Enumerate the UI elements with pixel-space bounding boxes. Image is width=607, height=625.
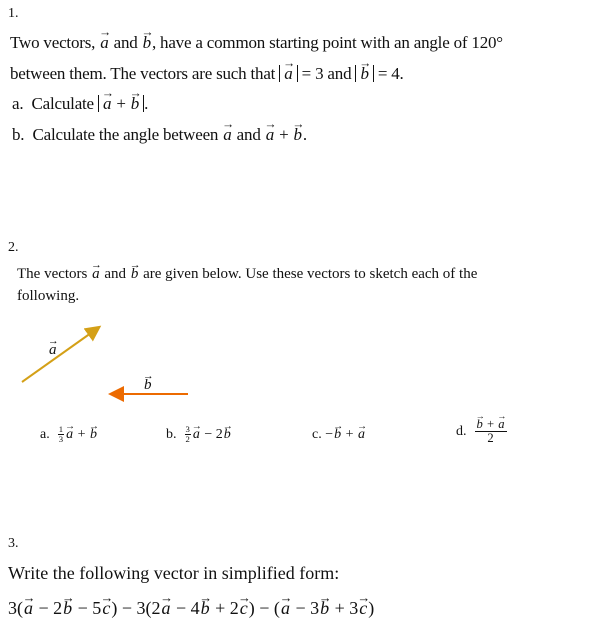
vector-a: a →: [222, 125, 232, 145]
vector-a: a →: [283, 65, 293, 82]
vector-a: a →: [48, 342, 58, 359]
magnitude-b: [355, 65, 373, 82]
option-label: c.: [312, 427, 322, 442]
vector-a: a →: [91, 266, 101, 283]
vector-a: a →: [280, 598, 291, 619]
vector-b: b →: [333, 427, 342, 443]
option-label: d.: [456, 423, 467, 439]
expr-part: − 3: [295, 598, 320, 618]
vector-a-arrow: [22, 328, 98, 382]
expr-part: ): [368, 598, 375, 618]
vector-b: b →: [293, 125, 303, 145]
vector-a: a →: [357, 427, 366, 443]
q2-option-b: [166, 425, 232, 444]
vector-b-label: [143, 377, 153, 394]
q1-text: , have a common starting point with an angle of 120°: [151, 33, 503, 52]
q3-expression: [8, 598, 374, 619]
q1-text: = 3 and: [301, 64, 352, 83]
q1-text: Calculate: [31, 94, 94, 113]
q1-part-a: a. Calculate a → + b → .: [12, 94, 148, 114]
question-2-number: 2.: [8, 240, 19, 255]
q1-text: Two vectors,: [10, 33, 96, 52]
vector-b: b →: [142, 33, 152, 53]
q2-option-d: [456, 418, 508, 445]
fraction: [475, 418, 507, 445]
vector-a: a →: [65, 427, 74, 443]
vector-a: a →: [192, 427, 201, 443]
q2-text: and: [104, 266, 127, 282]
question-1-number: 1.: [8, 6, 19, 21]
q1-text: .: [302, 125, 307, 144]
plus-sign: +: [279, 125, 289, 144]
fraction: [58, 425, 64, 444]
numerator: 1: [58, 424, 64, 434]
magnitude-a: [279, 65, 297, 82]
expr-part: ): [248, 598, 255, 618]
coefficient: 2: [215, 426, 223, 442]
q1-part-b: [12, 125, 307, 145]
plus-sign: +: [345, 427, 354, 442]
vector-sketch: [0, 318, 230, 408]
q2-text: The vectors: [17, 266, 88, 282]
q1-text: Calculate the angle between: [32, 125, 219, 144]
plus-sign: +: [77, 426, 86, 442]
q2-text: are given below. Use these vectors to sketch each of the: [143, 266, 478, 282]
vector-a: a →: [497, 418, 505, 431]
minus-sign: −: [204, 426, 213, 442]
fraction: [185, 425, 191, 444]
q3-prompt: Write the following vector in simplified form:: [8, 563, 340, 583]
denominator: 3: [58, 434, 64, 445]
denominator: 2: [185, 434, 190, 445]
question-3-number: 3.: [8, 536, 19, 551]
expr-part: − 2: [38, 598, 63, 618]
q1-text: between them. The vectors are such that: [10, 64, 276, 83]
vector-c: c →: [239, 598, 249, 619]
q1-line-1: [10, 33, 503, 53]
vector-b: b →: [130, 95, 140, 112]
q1-text: and: [113, 33, 138, 52]
vector-b: b →: [62, 598, 73, 619]
denominator: 2: [487, 431, 494, 446]
vector-c: c →: [101, 598, 111, 619]
vector-b: b →: [143, 377, 153, 394]
expr-part: − 5: [77, 598, 102, 618]
numerator: 3: [185, 424, 190, 434]
plus-sign: +: [116, 94, 126, 113]
expr-part: − 3(2: [121, 598, 161, 618]
vector-b: b →: [89, 427, 98, 443]
q2-option-a: [40, 425, 98, 444]
vector-a: a →: [102, 95, 112, 112]
vector-b: b →: [476, 418, 484, 431]
plus-sign: +: [486, 417, 495, 431]
expr-part: − (: [259, 598, 280, 618]
vector-b: b →: [130, 266, 140, 283]
part-label: a.: [12, 94, 24, 113]
q2-line-1: [17, 266, 477, 283]
q2-option-c: [312, 427, 366, 443]
vector-c: c →: [358, 598, 368, 619]
vector-b: b →: [223, 427, 232, 443]
vector-b: b →: [200, 598, 211, 619]
expr-part: + 2: [215, 598, 239, 618]
vector-a: a →: [160, 598, 171, 619]
minus-sign: −: [325, 427, 334, 442]
option-label: a.: [40, 426, 50, 442]
expr-part: ): [111, 598, 118, 618]
numerator: [475, 418, 507, 432]
vector-b: b →: [359, 65, 369, 82]
vector-b: b →: [319, 598, 330, 619]
part-label: b.: [12, 125, 25, 144]
expr-part: − 4: [175, 598, 200, 618]
vector-a: a →: [23, 598, 34, 619]
vector-a-label: [48, 342, 58, 359]
magnitude-sum: [98, 95, 144, 112]
q2-line-2: following.: [17, 288, 80, 304]
expr-part: + 3: [334, 598, 359, 618]
option-label: b.: [166, 426, 177, 442]
vector-a: a →: [99, 33, 109, 53]
expr-part: 3(: [8, 598, 23, 618]
q1-line-2: [10, 64, 404, 84]
vector-a: a →: [265, 125, 275, 145]
q1-text: and: [236, 125, 261, 144]
q1-text: = 4.: [377, 64, 404, 83]
